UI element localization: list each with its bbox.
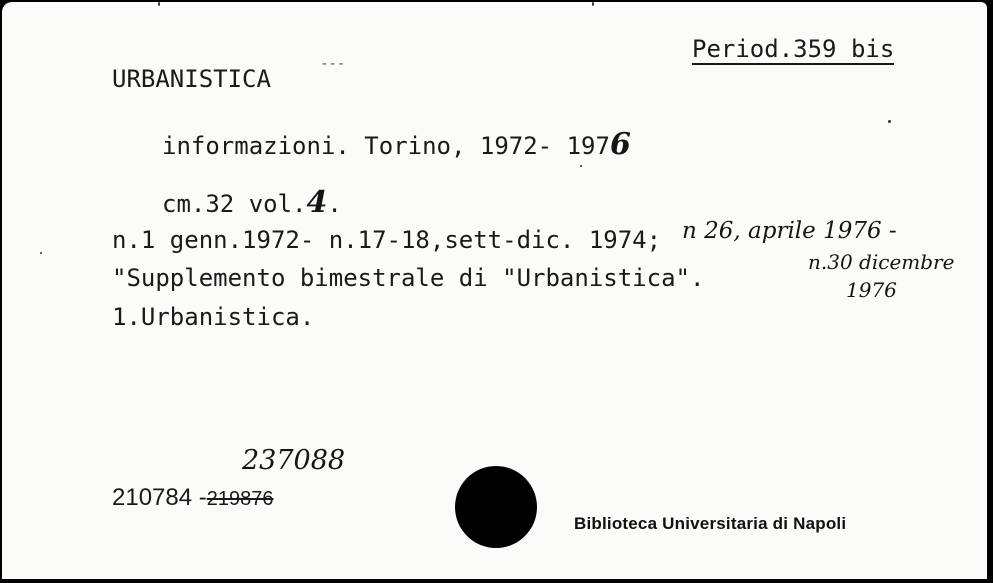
ink-speck — [40, 252, 42, 254]
format-line — [162, 185, 342, 220]
holdings-hand-line-2: n.30 dicembre — [808, 250, 955, 274]
format-line-hand-volumes: 4 — [306, 185, 328, 220]
inventory-new-number: 237088 — [242, 445, 346, 476]
subject-line: 1.Urbanistica. — [112, 303, 315, 331]
ink-speck — [158, 2, 160, 6]
ink-speck — [580, 165, 582, 167]
punch-hole — [455, 466, 537, 548]
heading-dashes: --- — [320, 56, 346, 72]
catalog-card — [2, 2, 987, 579]
holdings-hand-line-3: 1976 — [846, 278, 897, 302]
inventory-typed: 210784 - — [112, 484, 207, 511]
title-line-hand-digit: 6 — [609, 127, 631, 162]
ink-speck — [592, 2, 594, 6]
format-line-typed: cm.32 vol. — [162, 190, 307, 218]
title-line — [162, 127, 631, 162]
ink-speck — [888, 120, 891, 123]
inventory-struck-number: 219876 — [206, 488, 274, 510]
inventory-line — [112, 486, 274, 510]
holdings-hand-line-1: n 26, aprile 1976 - — [682, 218, 897, 244]
holdings-typed: n.1 genn.1972- n.17-18,sett-dic. 1974; — [112, 226, 662, 254]
card-heading: URBANISTICA — [112, 65, 271, 93]
title-line-typed: informazioni. Torino, 1972- 197 — [162, 132, 610, 160]
library-stamp: Biblioteca Universitaria di Napoli — [574, 514, 847, 533]
shelfmark: Period.359 bis — [692, 35, 895, 63]
format-line-end: . — [327, 190, 342, 218]
note-line: "Supplemento bimestrale di "Urbanistica". — [112, 264, 705, 292]
